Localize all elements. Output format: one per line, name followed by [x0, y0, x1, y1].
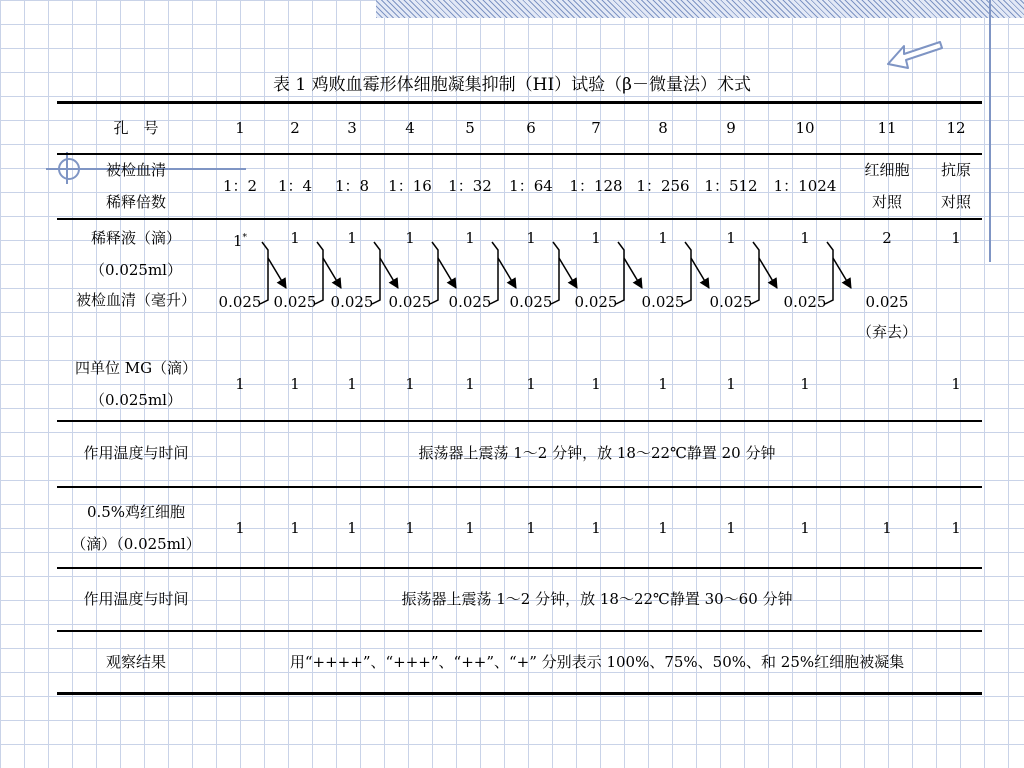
dilution-arrow-7 [624, 258, 642, 288]
rbc-value-hole-8: 1 [658, 519, 668, 537]
hole-number-hole-7: 7 [591, 119, 601, 137]
mg-label-line1: 四单位 MG（滴） [74, 359, 198, 377]
serum-value-hole-10: 0.025 [783, 293, 827, 311]
serum-value-hole-8: 0.025 [641, 293, 685, 311]
dilution-arrow-5 [498, 258, 516, 288]
rbc-value-hole-12: 1 [951, 519, 961, 537]
dilution-arrow-6 [559, 258, 577, 288]
serum-discard-note: （弃去） [856, 323, 918, 341]
dilution-bracket-3 [372, 242, 380, 304]
mg-value-hole-12: 1 [951, 375, 961, 393]
hole-number-hole-4: 4 [405, 119, 415, 137]
hole-number-hole-6: 6 [526, 119, 536, 137]
serum-value-hole-4: 0.025 [388, 293, 432, 311]
dilution-value-hole-10: 1：1024 [773, 177, 837, 195]
incubation2-text: 振荡器上震荡 1～2 分钟，放 18～22℃静置 30～60 分钟 [401, 590, 793, 608]
dilution-bracket-10 [825, 242, 833, 304]
serum-value-hole-11: 0.025 [865, 293, 909, 311]
rbc-label-line2: （滴）（0.025ml） [71, 535, 201, 553]
diluent-value-hole-1: 1* [232, 232, 248, 250]
dilution-value-hole-4: 1：16 [388, 177, 432, 195]
hole-number-hole-12: 12 [946, 119, 966, 137]
diluent-value-hole-4: 1 [405, 229, 415, 247]
hole-number-hole-8: 8 [658, 119, 668, 137]
serum-value-hole-7: 0.025 [574, 293, 618, 311]
mg-value-hole-2: 1 [290, 375, 300, 393]
dilution-label-line1: 被检血清 [105, 161, 166, 179]
diluent-value-hole-9: 1 [726, 229, 736, 247]
dilution-value-hole-1: 1：2 [222, 177, 258, 195]
rbc-value-hole-10: 1 [800, 519, 810, 537]
hole-number-label: 孔 号 [113, 119, 159, 137]
diluent-value-hole-10: 1 [800, 229, 810, 247]
dilution-bracket-2 [315, 242, 323, 304]
dilution-bracket-6 [551, 242, 559, 304]
dilution-arrow-9 [759, 258, 777, 288]
antigen-control-header-line2: 对照 [940, 193, 972, 211]
dilution-arrow-10 [833, 258, 851, 288]
diluent-value-hole-11: 2 [882, 229, 892, 247]
result-text: 用“++++”、“+++”、“++”、“+” 分别表示 100%、75%、50%、和 25%红细胞被凝集 [289, 653, 905, 671]
table-title: 表 1 鸡败血霉形体细胞凝集抑制（HI）试验（β－微量法）术式 [273, 75, 751, 95]
mg-value-hole-4: 1 [405, 375, 415, 393]
dilution-value-hole-8: 1：256 [636, 177, 690, 195]
mg-label-line2: （0.025ml） [90, 391, 182, 409]
dilution-arrow-4 [438, 258, 456, 288]
dilution-bracket-7 [616, 242, 624, 304]
hole-number-hole-5: 5 [465, 119, 475, 137]
rbc-value-hole-1: 1 [235, 519, 245, 537]
diluent-value-hole-5: 1 [465, 229, 475, 247]
dilution-bracket-1 [260, 242, 268, 304]
dilution-bracket-8 [683, 242, 691, 304]
diluent-value-hole-2: 1 [290, 229, 300, 247]
diluent-value-hole-8: 1 [658, 229, 668, 247]
dilution-arrow-1 [268, 258, 286, 288]
hole-number-hole-1: 1 [235, 119, 245, 137]
incubation1-label: 作用温度与时间 [83, 444, 189, 462]
mg-value-hole-9: 1 [726, 375, 736, 393]
serum-value-hole-3: 0.025 [330, 293, 374, 311]
antigen-control-header-line1: 抗原 [940, 161, 972, 179]
rbc-label-line1: 0.5%鸡红细胞 [86, 503, 186, 521]
diluent-value-hole-6: 1 [526, 229, 536, 247]
serum-value-hole-1: 0.025 [218, 293, 262, 311]
dilution-arrow-2 [323, 258, 341, 288]
rbc-value-hole-4: 1 [405, 519, 415, 537]
dilution-bracket-9 [751, 242, 759, 304]
dilution-label-line2: 稀释倍数 [105, 193, 166, 211]
serum-value-hole-6: 0.025 [509, 293, 553, 311]
mg-value-hole-10: 1 [800, 375, 810, 393]
serum-value-hole-2: 0.025 [273, 293, 317, 311]
hole-number-hole-9: 9 [726, 119, 736, 137]
dilution-bracket-4 [430, 242, 438, 304]
rbc-value-hole-9: 1 [726, 519, 736, 537]
dilution-value-hole-3: 1：8 [334, 177, 370, 195]
dilution-value-hole-6: 1：64 [509, 177, 553, 195]
mg-value-hole-6: 1 [526, 375, 536, 393]
dilution-value-hole-2: 1：4 [277, 177, 313, 195]
rbc-control-header-line2: 对照 [871, 193, 903, 211]
diluent-label-line2: （0.025ml） [90, 261, 182, 279]
diluent-value-hole-3: 1 [347, 229, 357, 247]
rbc-value-hole-3: 1 [347, 519, 357, 537]
mg-value-hole-7: 1 [591, 375, 601, 393]
dilution-value-hole-5: 1：32 [448, 177, 492, 195]
mg-value-hole-8: 1 [658, 375, 668, 393]
rbc-value-hole-2: 1 [290, 519, 300, 537]
serum-value-hole-9: 0.025 [709, 293, 753, 311]
diluent-label-line1: 稀释液（滴） [90, 229, 181, 247]
rbc-value-hole-7: 1 [591, 519, 601, 537]
mg-value-hole-3: 1 [347, 375, 357, 393]
hole-number-hole-11: 11 [877, 119, 897, 137]
dilution-value-hole-7: 1：128 [569, 177, 623, 195]
dilution-bracket-5 [490, 242, 498, 304]
serum-volume-label: 被检血清（毫升） [75, 291, 196, 309]
hole-number-hole-2: 2 [290, 119, 300, 137]
dilution-arrow-8 [691, 258, 709, 288]
dilution-value-hole-9: 1：512 [704, 177, 758, 195]
diluent-value-hole-12: 1 [951, 229, 961, 247]
mg-value-hole-5: 1 [465, 375, 475, 393]
result-label: 观察结果 [105, 653, 166, 671]
dilution-arrow-3 [380, 258, 398, 288]
rbc-control-header-line1: 红细胞 [864, 161, 910, 179]
serum-value-hole-5: 0.025 [448, 293, 492, 311]
rbc-value-hole-11: 1 [882, 519, 892, 537]
rbc-value-hole-5: 1 [465, 519, 475, 537]
hole-number-hole-10: 10 [795, 119, 815, 137]
incubation1-text: 振荡器上震荡 1～2 分钟，放 18～22℃静置 20 分钟 [418, 444, 776, 462]
diluent-value-hole-7: 1 [591, 229, 601, 247]
incubation2-label: 作用温度与时间 [83, 590, 189, 608]
rbc-value-hole-6: 1 [526, 519, 536, 537]
hole-number-hole-3: 3 [347, 119, 357, 137]
mg-value-hole-1: 1 [235, 375, 245, 393]
